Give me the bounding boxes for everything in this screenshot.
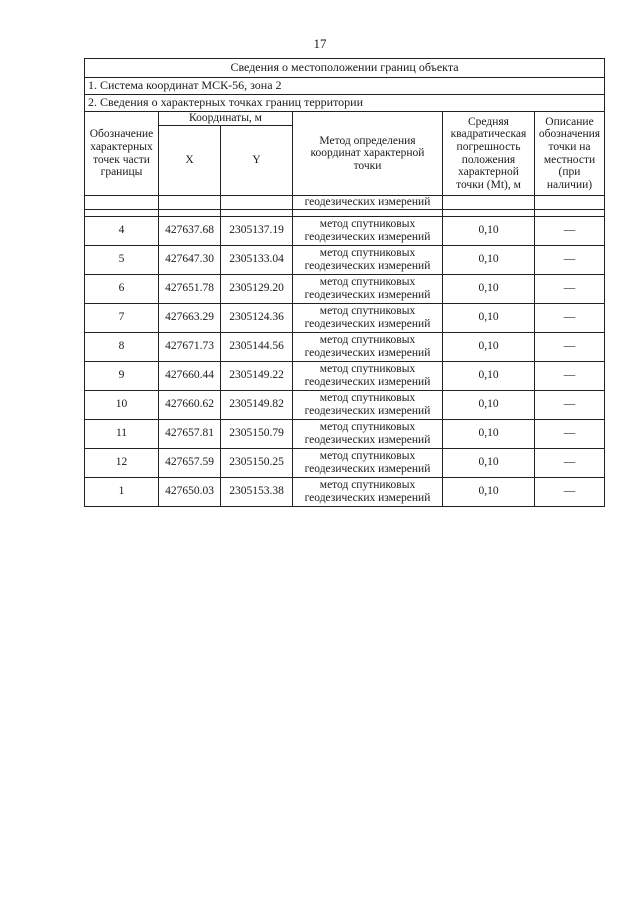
point-number: 7 — [85, 303, 159, 332]
header-y: Y — [221, 126, 293, 196]
method-line-2: геодезических измерений — [304, 317, 431, 330]
accuracy-value: 0,10 — [443, 274, 535, 303]
points-section-line: 2. Сведения о характерных точках границ территории — [85, 95, 605, 112]
description-value: — — [535, 216, 605, 245]
point-number: 12 — [85, 448, 159, 477]
method-cell — [293, 332, 443, 361]
coord-x: 427637.68 — [159, 216, 221, 245]
point-number: 8 — [85, 332, 159, 361]
description-value: — — [535, 419, 605, 448]
coord-y: 2305150.79 — [221, 419, 293, 448]
continuation-row — [85, 196, 605, 210]
coord-x: 427657.81 — [159, 419, 221, 448]
coord-x: 427660.44 — [159, 361, 221, 390]
method-line-2: геодезических измерений — [304, 346, 431, 359]
method-line-1: метод спутниковых — [319, 334, 416, 346]
header-coordinates: Координаты, м — [159, 112, 293, 126]
page-number: 17 — [313, 36, 327, 51]
method-line-2: геодезических измерений — [304, 433, 431, 446]
accuracy-value: 0,10 — [443, 332, 535, 361]
table-row — [85, 361, 605, 390]
coord-y: 2305149.82 — [221, 390, 293, 419]
method-line-2: геодезических измерений — [304, 462, 431, 475]
table-row — [85, 419, 605, 448]
coordinate-system-line: 1. Система координат МСК-56, зона 2 — [85, 78, 605, 95]
coord-y: 2305129.20 — [221, 274, 293, 303]
description-value: — — [535, 245, 605, 274]
point-number: 5 — [85, 245, 159, 274]
boundary-points-table — [84, 58, 605, 507]
accuracy-value: 0,10 — [443, 303, 535, 332]
header-method: Метод определения координат характерной точки — [293, 112, 443, 196]
accuracy-value: 0,10 — [443, 419, 535, 448]
description-value: — — [535, 361, 605, 390]
coord-y: 2305149.22 — [221, 361, 293, 390]
accuracy-value: 0,10 — [443, 216, 535, 245]
description-value: — — [535, 477, 605, 506]
table-row — [85, 390, 605, 419]
method-line-2: геодезических измерений — [304, 491, 431, 504]
description-value: — — [535, 390, 605, 419]
method-line-1: метод спутниковых — [319, 218, 416, 230]
method-line-2: геодезических измерений — [304, 259, 431, 272]
header-description: Описание обозначения точки на местности (при наличии) — [535, 112, 605, 196]
point-number: 4 — [85, 216, 159, 245]
coord-y: 2305150.25 — [221, 448, 293, 477]
coord-x: 427647.30 — [159, 245, 221, 274]
point-number: 1 — [85, 477, 159, 506]
method-line-2: геодезических измерений — [304, 404, 431, 417]
method-cell — [293, 245, 443, 274]
method-cell — [293, 477, 443, 506]
table-row — [85, 216, 605, 245]
header-point-designation: Обозначение характерных точек части границы — [85, 112, 159, 196]
method-line-1: метод спутниковых — [319, 479, 416, 491]
method-cell — [293, 390, 443, 419]
coord-y: 2305137.19 — [221, 216, 293, 245]
coord-y: 2305133.04 — [221, 245, 293, 274]
table-title: Сведения о местоположении границ объекта — [85, 59, 605, 78]
accuracy-value: 0,10 — [443, 448, 535, 477]
method-cell — [293, 448, 443, 477]
method-line-1: метод спутниковых — [319, 450, 416, 462]
table-row — [85, 332, 605, 361]
header-x: X — [159, 126, 221, 196]
description-value: — — [535, 448, 605, 477]
coord-x: 427671.73 — [159, 332, 221, 361]
description-value: — — [535, 332, 605, 361]
table-row — [85, 274, 605, 303]
accuracy-value: 0,10 — [443, 361, 535, 390]
table-row — [85, 245, 605, 274]
accuracy-value: 0,10 — [443, 477, 535, 506]
description-value: — — [535, 303, 605, 332]
method-cell — [293, 361, 443, 390]
method-line-2: геодезических измерений — [304, 288, 431, 301]
method-line-2: геодезических измерений — [304, 230, 431, 243]
coord-x: 427651.78 — [159, 274, 221, 303]
header-accuracy: Средняя квадратическая погрешность положения характерной точки (Mt), м — [443, 112, 535, 196]
method-cell — [293, 216, 443, 245]
coord-x: 427660.62 — [159, 390, 221, 419]
continuation-text: геодезических измерений — [293, 196, 443, 210]
coord-x: 427663.29 — [159, 303, 221, 332]
method-line-1: метод спутниковых — [319, 392, 416, 404]
method-line-1: метод спутниковых — [319, 421, 416, 433]
point-number: 9 — [85, 361, 159, 390]
method-line-1: метод спутниковых — [319, 305, 416, 317]
accuracy-value: 0,10 — [443, 390, 535, 419]
description-value: — — [535, 274, 605, 303]
coord-y: 2305153.38 — [221, 477, 293, 506]
method-line-1: метод спутниковых — [319, 247, 416, 259]
coord-y: 2305144.56 — [221, 332, 293, 361]
method-cell — [293, 303, 443, 332]
coord-x: 427657.59 — [159, 448, 221, 477]
method-line-1: метод спутниковых — [319, 363, 416, 375]
method-line-1: метод спутниковых — [319, 276, 416, 288]
point-number: 10 — [85, 390, 159, 419]
coord-y: 2305124.36 — [221, 303, 293, 332]
method-cell — [293, 419, 443, 448]
point-number: 11 — [85, 419, 159, 448]
method-line-2: геодезических измерений — [304, 375, 431, 388]
table-row — [85, 303, 605, 332]
accuracy-value: 0,10 — [443, 245, 535, 274]
point-number: 6 — [85, 274, 159, 303]
table-row — [85, 477, 605, 506]
table-row — [85, 448, 605, 477]
coord-x: 427650.03 — [159, 477, 221, 506]
method-cell — [293, 274, 443, 303]
